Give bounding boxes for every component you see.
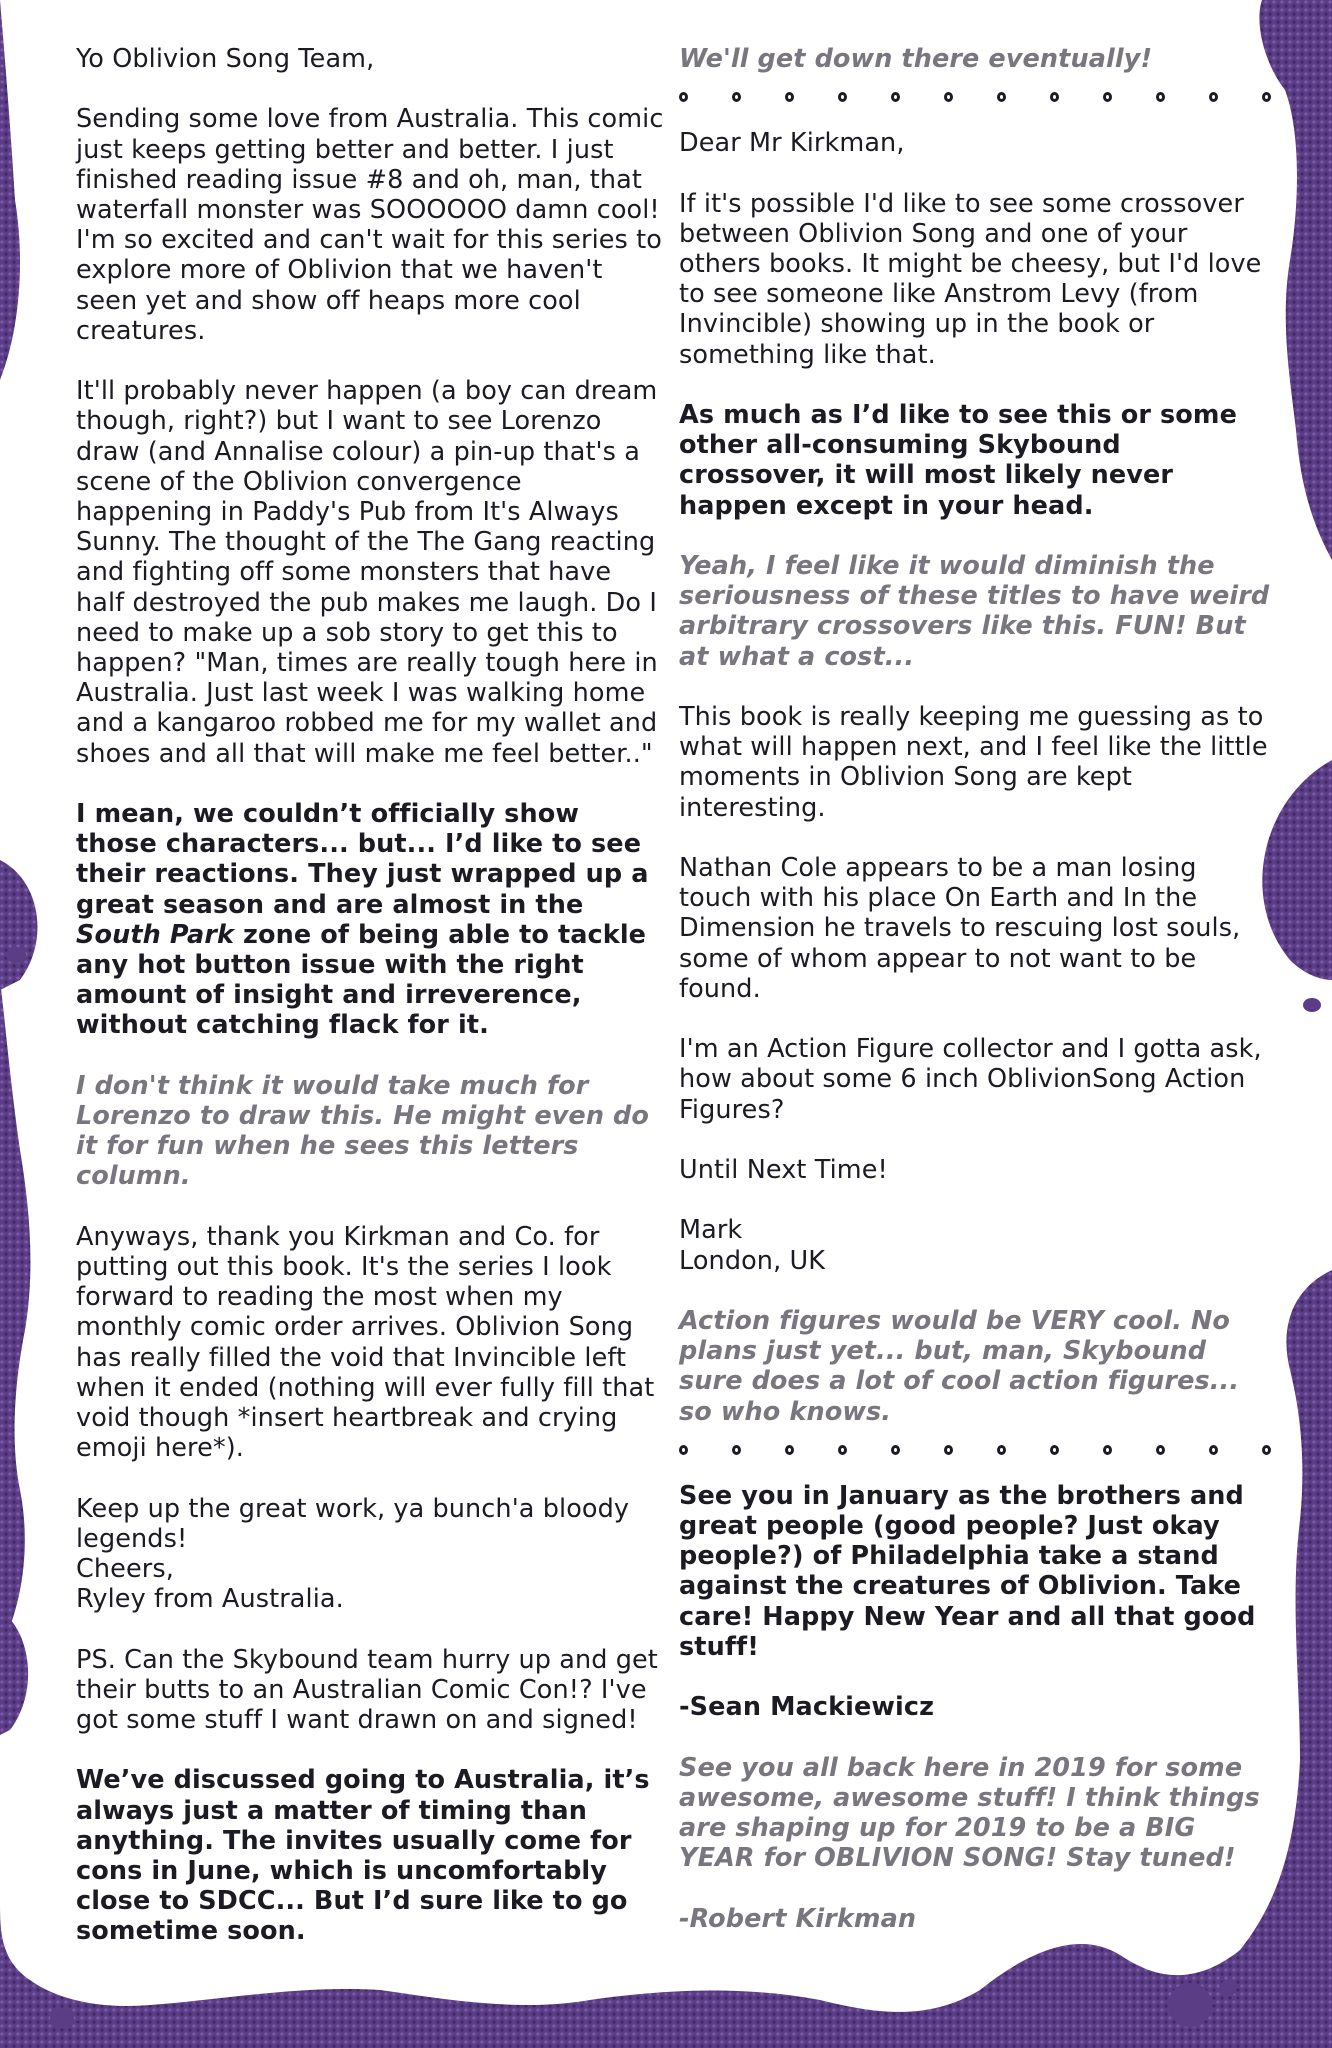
letter-greeting: Dear Mr Kirkman, xyxy=(679,128,905,159)
signature-sean: -Sean Mackiewicz xyxy=(679,1692,935,1723)
reply-text: I mean, we couldn’t officially show those characters... but... I’d like to see their reactions. They just wrapped up a great season and are almost in the xyxy=(76,799,649,920)
editor-reply xyxy=(76,799,666,1041)
right-column xyxy=(679,44,1273,1934)
editor-reply: As much as I’d like to see this or some other all-consuming Skybound crossover, it will most likely never happen except in your head. xyxy=(679,400,1237,521)
letter-paragraph: Sending some love from Australia. This comic just keeps getting better and better. I just finished reading issue #8 and oh, man, that waterfall monster was SOOOOOO damn cool! I'm so excited and can't wait for this series to explore more of Oblivion that we haven't seen yet and show off heaps more cool creatures. xyxy=(76,104,664,346)
editor-reply: See you in January as the brothers and great people (good people? Just okay people?) of Philadelphia take a stand against the creatures of Oblivion. Take care! Happy New Year and all that good stuff! xyxy=(679,1480,1256,1662)
letter-name: Mark xyxy=(679,1215,743,1246)
section-divider xyxy=(679,1445,1273,1461)
letter-greeting: Yo Oblivion Song Team, xyxy=(76,44,375,74)
reply-text: zone of being able to tackle any hot button issue with the right amount of insight and irreverence, without catching flack for it. xyxy=(76,919,647,1041)
section-divider xyxy=(679,92,1273,108)
letter-signoff: Keep up the great work, ya bunch'a bloody legends! xyxy=(76,1493,630,1554)
letter-ps: PS. Can the Skybound team hurry up and get their butts to an Australian Comic Con!? I've got some stuff I want drawn on and signed! xyxy=(76,1644,658,1736)
letter-paragraph: It'll probably never happen (a boy can dream though, right?) but I want to see Lorenzo draw (and Annalise colour) a pin-up that's a scene of the Oblivion convergence happening in Paddy's Pub from It's Always Sunny. The thought of the The Gang reacting and fighting off some monsters that have half destroyed the pub makes me laugh. Do I need to make up a sob story to get this to happen? "Man, times are really tough here in Australia. Just last week I was walking home and a kangaroo robbed me for my wallet and shoes and all that will make me feel better.." xyxy=(76,376,658,769)
signature-robert: -Robert Kirkman xyxy=(679,1903,917,1934)
editor-note: I don't think it would take much for Lorenzo to draw this. He might even do it for fun when he sees this letters column. xyxy=(76,1070,650,1192)
editor-note: Yeah, I feel like it would diminish the seriousness of these titles to have weird arbitrary crossovers like this. FUN! But at what a cost... xyxy=(679,551,1270,672)
letter-paragraph: This book is really keeping me guessing as to what will happen next, and I feel like the little moments in Oblivion Song are kept interesting. xyxy=(679,702,1268,823)
editor-reply: We’ve discussed going to Australia, it’s always just a matter of timing than anything. The invites usually come for cons in June, which is uncomfortably close to SDCC... But I’d sure like to go sometime soon. xyxy=(76,1765,650,1947)
letter-signature: Ryley from Australia. xyxy=(76,1584,344,1615)
letter-paragraph: Anyways, thank you Kirkman and Co. for putting out this book. It's the series I look forward to reading the most when my monthly comic order arrives. Oblivion Song has really filled the void that Invincible left when it ended (nothing will ever fully fill that void though *insert heartbreak and crying emoji here*). xyxy=(76,1221,655,1464)
letter-closing: Until Next Time! xyxy=(679,1155,888,1185)
letter-signoff: Cheers, xyxy=(76,1554,174,1585)
left-column xyxy=(76,44,666,1977)
letter-paragraph: If it's possible I'd like to see some crossover between Oblivion Song and one of your others books. It might be cheesy, but I'd love to see someone like Anstrom Levy (from Invincible) showing up in the book or something like that. xyxy=(679,188,1262,370)
letter-paragraph: I'm an Action Figure collector and I gotta ask, how about some 6 inch OblivionSong Action Figures? xyxy=(679,1034,1262,1125)
reply-italic-title: South Park xyxy=(76,919,235,950)
editor-note: We'll get down there eventually! xyxy=(679,44,1153,74)
editor-note: See you all back here in 2019 for some awesome, awesome stuff! I think things are shaping up for 2019 to be a BIG YEAR for OBLIVION SONG! Stay tuned! xyxy=(679,1752,1260,1874)
editor-note: Action figures would be VERY cool. No plans just yet... but, man, Skybound sure does a lot of cool action figures... so who knows. xyxy=(679,1305,1240,1427)
letter-location: London, UK xyxy=(679,1245,826,1276)
letter-paragraph: Nathan Cole appears to be a man losing touch with his place On Earth and In the Dimension he travels to rescuing lost souls, some of whom appear to not want to be found. xyxy=(679,853,1241,1004)
